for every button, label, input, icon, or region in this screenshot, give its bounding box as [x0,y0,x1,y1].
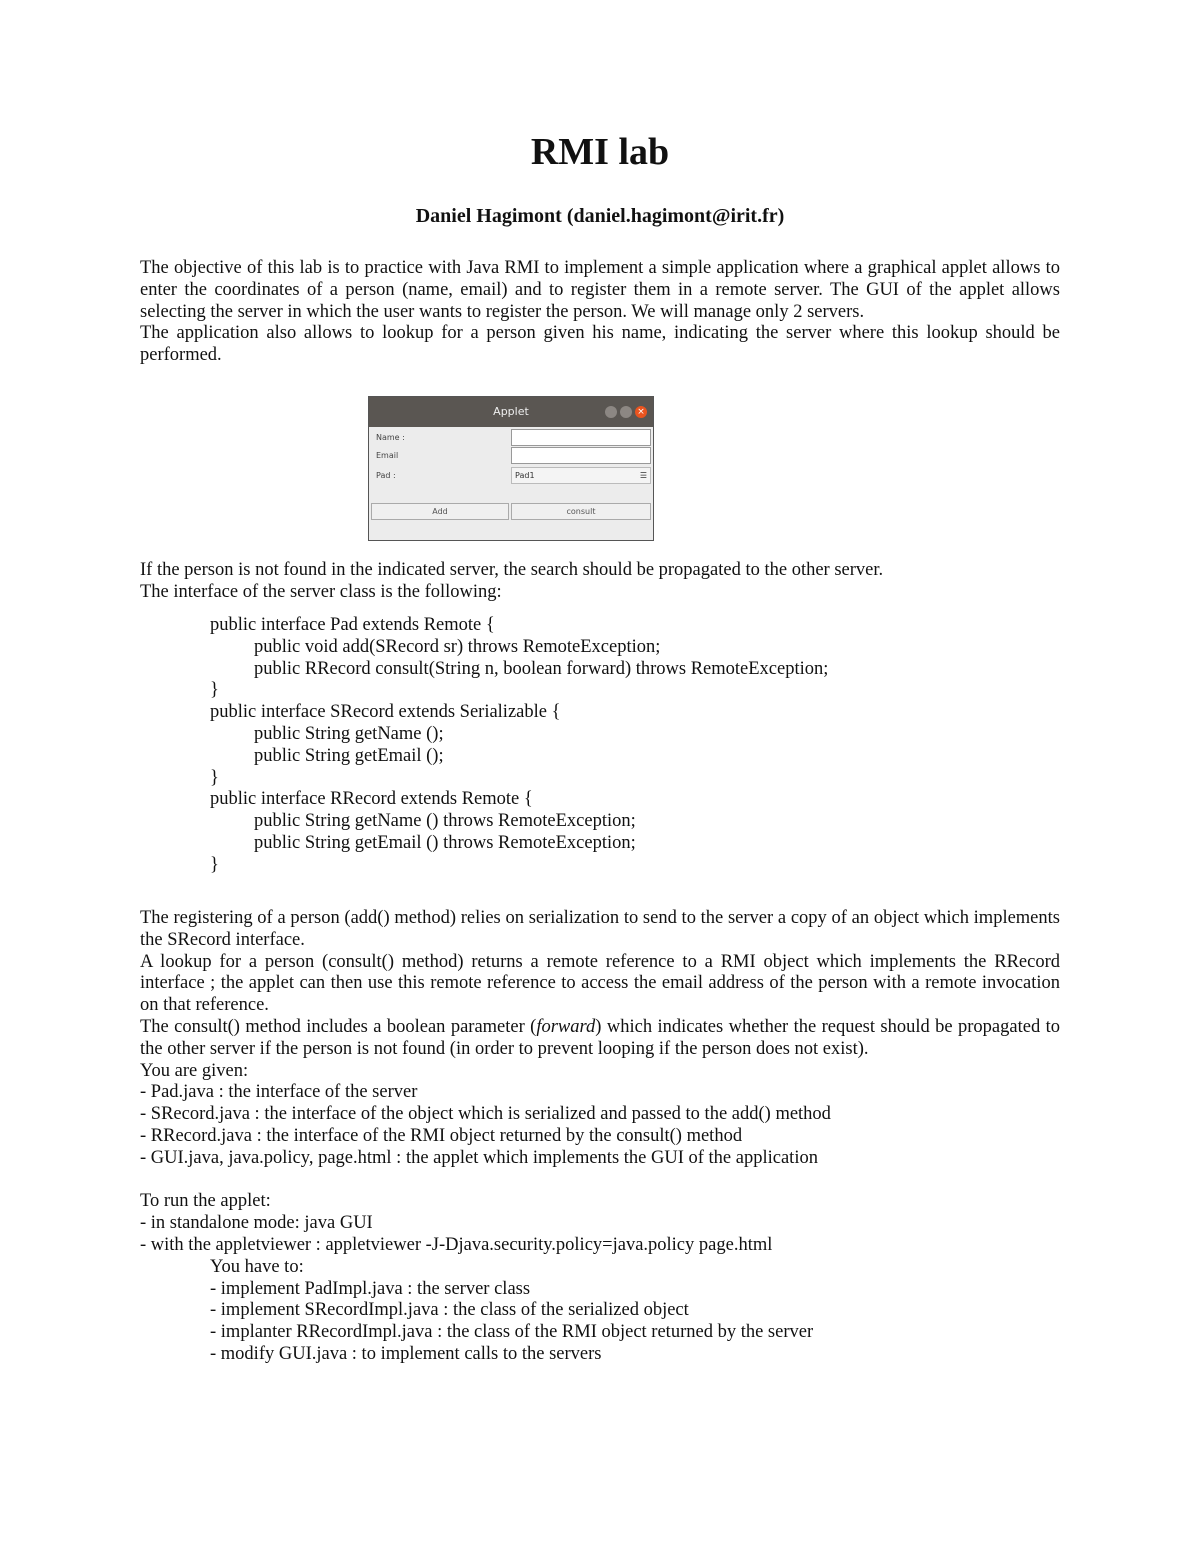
interface-code-block [210,615,828,877]
dropdown-icon: ☰ [639,471,647,480]
list-item: - implement SRecordImpl.java : the class of the serialized object [210,1300,689,1321]
list-item: - implanter RRecordImpl.java : the class of the RMI object returned by the server [210,1322,814,1343]
list-item: - Pad.java : the interface of the server [140,1082,418,1103]
code-line: public void add(SRecord sr) throws RemoteException; [254,636,661,657]
email-label: Email [376,451,399,460]
list-item: - modify GUI.java : to implement calls to the servers [210,1343,602,1364]
code-line: public RRecord consult(String n, boolean forward) throws RemoteException; [254,658,829,679]
email-field [511,447,651,464]
consult-paragraph: The consult() method includes a boolean parameter (forward) which indicates whether the request should be propagated to the other server if the person is not found (in order to prevent looping if the person does not exist). [140,1016,1060,1059]
list-item: - implement PadImpl.java : the server class [210,1278,531,1299]
applet-window-figure [368,396,654,541]
code-line: public interface SRecord extends Serializable { [210,702,561,723]
list-item: - in standalone mode: java GUI [140,1213,373,1234]
document-title: RMI lab [530,131,670,173]
code-line: } [210,854,219,875]
forward-emphasis: forward [536,1016,596,1037]
details-section [140,908,1060,1366]
lookup-paragraph: A lookup for a person (consult() method) returns a remote reference to a RMI object which implements the RRecord interface ; the applet can then use this remote reference to access the email address of the person with a remote invocation on that reference. [140,951,1060,1016]
code-line: public String getEmail () throws RemoteException; [254,832,636,853]
pad-selected-value: Pad1 [515,471,535,480]
run-heading: To run the applet: [140,1191,271,1212]
applet-titlebar [369,397,653,427]
applet-window-title: Applet [493,405,529,418]
intro-paragraph: The application also allows to lookup for a person given his name, indicating the server where this lookup should be performed. [140,323,1060,366]
pad-label: Pad : [376,471,396,480]
code-line: public String getName () throws RemoteException; [254,811,636,832]
maximize-icon [620,406,632,418]
text-line: The interface of the server class is the following: [140,581,502,602]
name-field [511,429,651,446]
add-paragraph: The registering of a person (add() method) relies on serialization to send to the server a copy of an object which implements the SRecord interface. [140,908,1060,950]
name-label: Name : [376,433,405,442]
window-controls [605,406,647,418]
intro-paragraph: The objective of this lab is to practice with Java RMI to implement a simple application where a graphical applet allows to enter the coordinates of a person (name, email) and to register them in a remote server. The GUI of the applet allows selecting the server in which the user wants to register the person. We will manage only 2 servers. [140,258,1060,322]
list-item: - SRecord.java : the interface of the object which is serialized and passed to the add() method [140,1104,831,1125]
given-heading: You are given: [140,1060,249,1081]
list-item: - with the appletviewer : appletviewer -J-Djava.security.policy=java.policy page.html [140,1234,773,1255]
code-line: } [210,767,219,788]
document-author: Daniel Hagimont (daniel.hagimont@irit.fr) [415,205,785,227]
list-item: - GUI.java, java.policy, page.html : the applet which implements the GUI of the application [140,1147,818,1168]
code-line: public String getEmail (); [254,745,444,766]
code-line: public String getName (); [254,723,444,744]
text-line: If the person is not found in the indicated server, the search should be propagated to the other server. [140,560,884,580]
close-icon: × [635,406,647,418]
intro-section [140,258,1060,367]
minimize-icon [605,406,617,418]
todo-heading: You have to: [210,1256,304,1277]
search-section [140,560,1060,604]
code-line: public interface RRecord extends Remote { [210,789,533,810]
consult-button: consult [511,503,651,520]
list-item: - RRecord.java : the interface of the RMI object returned by the consult() method [140,1125,743,1146]
code-line: } [210,680,219,701]
pad-select [511,467,651,484]
code-line: public interface Pad extends Remote { [210,615,495,635]
add-button: Add [371,503,509,520]
